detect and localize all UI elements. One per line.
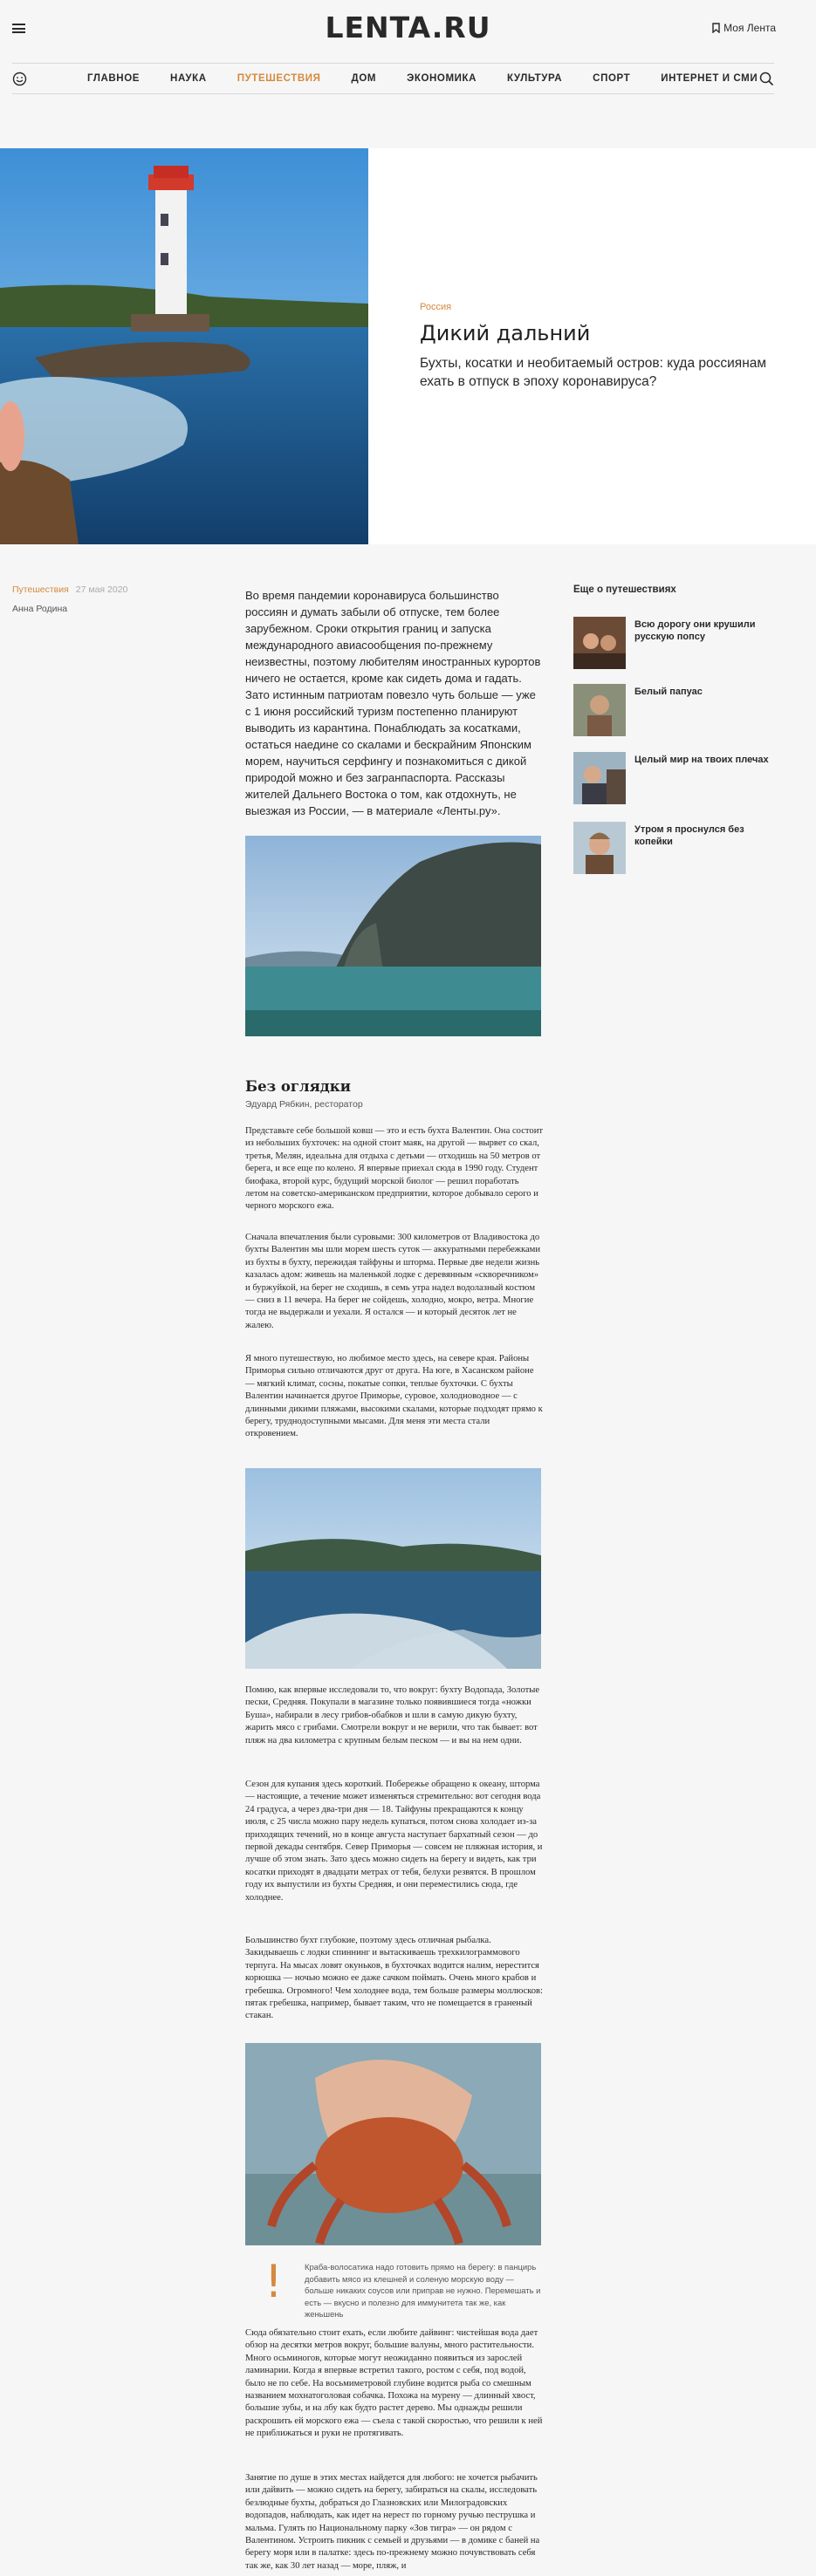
- sidebar-thumb: [573, 617, 626, 669]
- nav-item-culture[interactable]: КУЛЬТУРА: [507, 73, 563, 84]
- nav-item-internet[interactable]: ИНТЕРНЕТ И СМИ: [661, 73, 758, 84]
- nav-item-main[interactable]: ГЛАВНОЕ: [87, 73, 141, 84]
- sidebar-item[interactable]: [573, 822, 774, 876]
- sidebar-item-title: Утром я проснулся без копейки: [634, 824, 744, 847]
- paragraph: Я много путешествую, но любимое место здесь, на севере края. Районы Приморья сильно отличаются друг от друга. На юге, в Хасанском районе — мягкий климат, сосны, покатые сопки, теплые бухточки. С бухты Валентин начинается другое Приморье, суровое, холодноводное — с длинными дикими пляжами, высокими скалами, которые подходят прямо к берегу, труднодоступными мысами. Для меня эти места стали откровением.: [245, 1354, 543, 1439]
- sea-wake-photo: [245, 1468, 541, 1669]
- paragraph: Занятие по душе в этих местах найдется для любого: не хочется рыбачить или дайвить — можно сидеть на берегу, забираться на скалы, исследовать безлюдные бухты, добраться до Глазновских или Милоградовских водопадов, наблюдать, как идет на нерест по горному ручью пеструшка и мальма. Гулять по Национальному парку «Зов тигра» — он рядом с Валентином. Устроить пикник с семьей и друзьями — в домике с баней на берегу моря или в палатке: здесь по-прежнему можно почувствовать себя так же, как 30 лет назад — море, пляж, и: [245, 2473, 540, 2571]
- article-meta: [12, 584, 187, 614]
- nav-item-home[interactable]: ДОМ: [351, 73, 377, 84]
- paragraph: Большинство бухт глубокие, поэтому здесь отличная рыбалка. Закидываешь с лодки спиннинг и вытаскиваешь трехкилограммового терпуга. На мысах ловят окуньков, в бухточках водится налим, нерестится корюшка — ночью можно ее даже сачком поймать. Очень много крабов и гребешка. Огромного! Чем холоднее вода, тем больше размеры моллюсков: пятак гребешка, например, бывает таким, что не помещается в граненый стакан.: [245, 1936, 544, 2021]
- sidebar-thumb: [573, 822, 626, 874]
- paragraph: Сезон для купания здесь короткий. Побережье обращено к океану, шторма — настоящие, а течение может изменяться стремительно: вот сегодня вода 24 градуса, а через два-три дня — 18. Тайфуны прекращаются к концу июля, с 25 числа можно пару недель купаться, потом снова холодает из-за приходящих течений, но в конце августа наступает бархатный сезон — до первой декады сентября. Север Приморья — совсем не пляжная история, и лучше об этом знать. Зато здесь можно сидеть на берегу и видеть, как три косатки приходят в двадцати метрах от тебя, белухи резвятся. В прошлом году их выпустили из бухты Средняя, и они переместились сюда, где холоднее.: [245, 1780, 543, 1903]
- crab-photo: [245, 2043, 541, 2245]
- exclamation-icon: !: [264, 2256, 283, 2308]
- hero-subtitle: Бухты, косатки и необитаемый остров: куда россиянам ехать в отпуск в эпоху коронавируса?: [420, 356, 767, 389]
- my-lenta-label: Моя Лента: [723, 22, 776, 34]
- sidebar-item-title: Всю дорогу они крушили русскую попсу: [634, 619, 756, 642]
- paragraph: Сюда обязательно стоит ехать, если любите дайвинг: чистейшая вода дает обзор на десятки метров вокруг, большие валуны, много растительности. Много осьминогов, которые могут неожиданно появиться из зарослей ламинарии. Когда я впервые встретил такого, ростом с себя, под водой, было не по себе. На восьмиметровой глубине водится рыба со смешным названием мохнатоголовая собачка. Похожа на мурену — длинный хвост, большие зубы, и на лбу как будто растет дерево. Мы однажды решили раскрошить ей морского ежа — съела с такой скоростью, что решили к ней не приближаться и руки не протягивать.: [245, 2328, 543, 2439]
- sidebar-item[interactable]: [573, 752, 774, 806]
- sidebar-title: Еще о путешествиях: [573, 584, 676, 595]
- sidebar-item-title: Целый мир на твоих плечах: [634, 755, 769, 765]
- meta-category[interactable]: Путешествия: [12, 584, 69, 595]
- sidebar-thumb: [573, 752, 626, 804]
- search-icon[interactable]: [759, 72, 774, 86]
- meta-author: Анна Родина: [12, 604, 68, 614]
- hero-rubric[interactable]: Россия: [420, 302, 452, 312]
- main-nav: [12, 63, 774, 94]
- sidebar-item-title: Белый папуас: [634, 687, 703, 697]
- nav-item-science[interactable]: НАУКА: [170, 73, 207, 84]
- smile-icon[interactable]: [12, 72, 27, 86]
- meta-date: 27 мая 2020: [75, 584, 128, 595]
- nav-item-travel[interactable]: ПУТЕШЕСТВИЯ: [237, 73, 321, 84]
- article-lead: Во время пандемии коронавируса большинство россиян и думать забыли об отпуске, тем более зарубежном. Сроки открытия границ и запуска международного авиасообщения по-прежнему неизвестны, поэтому любителям иностранных курортов ничего не остается, кроме как сидеть дома и гадать. Зато истинным патриотам повезло чуть больше — уже с 1 июня российский туризм постепенно планируют выводить из карантина. Понаблюдать за косатками, остаться наедине со скалами и бескрайним Японским морем, научиться серфингу и познакомиться с дикой природой можно и без загранпаспорта. Рассказы жителей Дальнего Востока о том, как отдохнуть, не выезжая из России, — в материале «Ленты.ру».: [245, 589, 541, 817]
- lighthouse-photo: [0, 148, 368, 544]
- site-logo[interactable]: LENTA.RU: [325, 10, 491, 44]
- section-title: Без оглядки: [245, 1078, 351, 1095]
- sidebar-item[interactable]: [573, 684, 774, 738]
- sidebar-item[interactable]: [573, 617, 774, 671]
- hero: [0, 148, 816, 544]
- nav-item-economy[interactable]: ЭКОНОМИКА: [407, 73, 477, 84]
- nav-item-sport[interactable]: СПОРТ: [593, 73, 631, 84]
- bookmark-icon: [712, 23, 720, 33]
- paragraph: Помню, как впервые исследовали то, что вокруг: бухту Водопада, Золотые пески, Средняя. Покупали в магазине только появившиеся тогда «ножки Буша», набирали в лесу грибов-обабков и шли в самую дикую бухту, жарить мясо с грибами. Смотрели вокруг и не верили, что так бывает: вот пляж на два километра с крупным белым песком — и вы на нем одни.: [245, 1685, 540, 1746]
- cliff-photo: [245, 836, 541, 1036]
- paragraph: Сначала впечатления были суровыми: 300 километров от Владивостока до бухты Валентин мы шли морем шесть суток — аккуратными перебежками из бухты в бухту, пережидая тайфуны и шторма. Первые две недели жизнь казалась адом: живешь на маленькой лодке с деревянным «скворечником» и буржуйкой, на берег не сходишь, в семь утра надел водолазный костюм — сниз в 11 вечера. На берег не сойдешь, холодно, мокро, ветра. Многие тогда не выдержали и уехали. Я остался — и который десяток лет не жалею.: [245, 1233, 541, 1330]
- section-byline: Эдуард Рябкин, ресторатор: [245, 1099, 363, 1110]
- my-lenta-link[interactable]: [712, 22, 776, 34]
- hero-title: Дикий дальний: [420, 321, 591, 345]
- quote-text: Краба-волосатика надо готовить прямо на берегу: в панцирь добавить мясо из клешней и соленую морскую воду — больше никаких соусов или приправ не нужно. Перемешать и есть — вкусно и полезно для иммунитета так же, как женьшень: [305, 2262, 541, 2319]
- sidebar-thumb: [573, 684, 626, 736]
- paragraph: Представьте себе большой ковш — это и есть бухта Валентин. Она состоит из небольших бухточек: на одной стоит маяк, на другой — вырвет со скал, третья, Мелян, идеальна для отдыха с детьми — отходишь на 50 метров от берега, и все еще по колено. Я впервые приехал сюда в 1990 году. Студент биофака, второй курс, будущий морской биолог — решил поработать летом на советско-американском предприятии, которое добывало серого и черного морского ежа.: [245, 1126, 544, 1212]
